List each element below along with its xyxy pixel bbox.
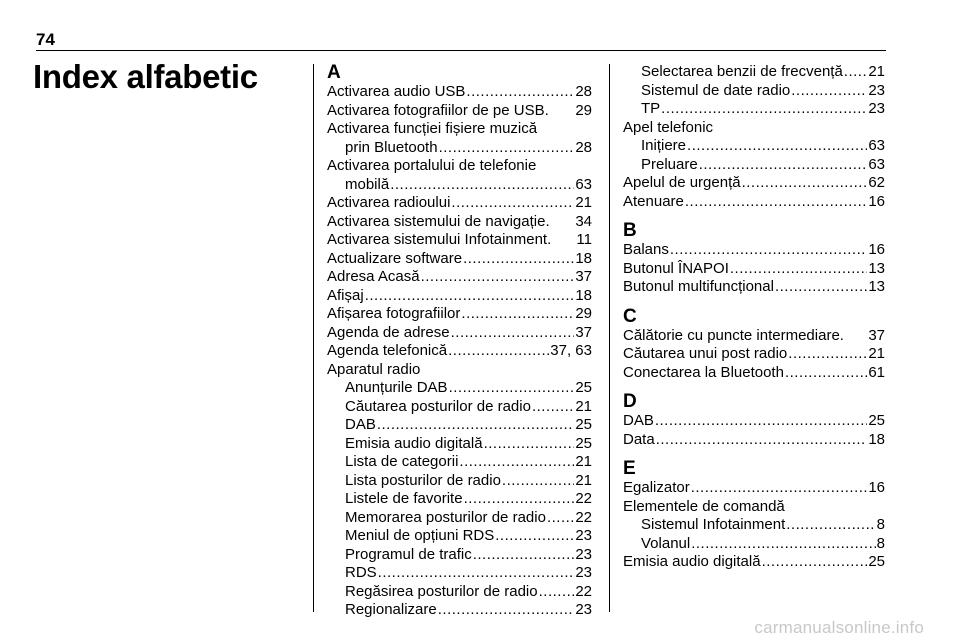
dot-leader bbox=[691, 479, 868, 498]
index-entry-page[interactable]: 62 bbox=[868, 174, 885, 191]
section-letter: B bbox=[623, 220, 637, 241]
index-heading bbox=[623, 498, 885, 517]
section-letter: D bbox=[623, 391, 637, 412]
dot-leader bbox=[655, 412, 867, 431]
index-entry-text: Actualizare software bbox=[327, 249, 463, 267]
index-entry-text: Afișarea fotografiilor bbox=[327, 305, 461, 322]
index-entry-text: Căutarea posturilor de radio bbox=[345, 397, 531, 415]
index-entry-page[interactable]: 63 bbox=[868, 137, 885, 154]
dot-leader bbox=[661, 100, 867, 119]
index-entry[interactable] bbox=[623, 431, 885, 450]
dot-leader bbox=[451, 324, 575, 343]
dot-leader bbox=[687, 137, 867, 156]
dot-leader bbox=[844, 63, 868, 82]
dot-leader bbox=[656, 431, 868, 450]
index-entry-page[interactable]: 34 bbox=[575, 212, 592, 230]
index-entry-text: Emisia audio digitală bbox=[345, 434, 483, 452]
dot-leader bbox=[539, 583, 575, 602]
index-entry-text: Regăsirea posturilor de radio bbox=[345, 582, 538, 600]
index-entry[interactable] bbox=[327, 139, 592, 158]
dot-leader bbox=[788, 345, 867, 364]
index-entry-page[interactable]: 16 bbox=[868, 241, 885, 258]
index-entry-text: Meniul de opțiuni RDS bbox=[345, 527, 495, 544]
index-entry-page[interactable]: 23 bbox=[575, 545, 592, 563]
index-entry-page[interactable]: 16 bbox=[868, 479, 885, 496]
index-entry[interactable] bbox=[623, 535, 885, 554]
index-entry-page[interactable]: 25 bbox=[868, 412, 885, 429]
index-entry-page[interactable]: 23 bbox=[868, 81, 885, 99]
index-entry[interactable] bbox=[327, 176, 592, 195]
index-entry-page[interactable]: 29 bbox=[575, 101, 592, 119]
index-column-1 bbox=[327, 63, 592, 620]
header-rule bbox=[36, 50, 886, 51]
index-entry-text: Călătorie cu puncte intermediare. bbox=[623, 326, 844, 344]
index-entry-text: Căutarea unui post radio bbox=[623, 345, 788, 362]
column-divider-middle bbox=[609, 64, 610, 612]
dot-leader bbox=[439, 139, 575, 158]
index-entry-text: Butonul ÎNAPOI bbox=[623, 259, 729, 277]
dot-leader bbox=[495, 527, 574, 546]
section-letter: C bbox=[623, 305, 637, 327]
dot-leader bbox=[466, 83, 574, 102]
index-entry-text: Emisia audio digitală bbox=[623, 553, 761, 570]
index-heading bbox=[327, 157, 592, 176]
index-heading-text: Activarea portalului de telefonie bbox=[327, 157, 537, 174]
index-entry-text: Anunțurile DAB bbox=[345, 379, 448, 396]
index-entry-page[interactable]: 21 bbox=[575, 471, 592, 489]
dot-leader bbox=[785, 364, 867, 383]
dot-leader bbox=[699, 156, 868, 175]
index-heading-text: Aparatul radio bbox=[327, 360, 421, 378]
index-entry[interactable] bbox=[623, 174, 885, 193]
index-entry-page[interactable]: 13 bbox=[868, 278, 885, 295]
index-entry-text: Memorarea posturilor de radio bbox=[345, 508, 546, 526]
index-entry-text: Agenda telefonică bbox=[327, 342, 448, 359]
dot-leader bbox=[473, 546, 575, 565]
dot-leader bbox=[502, 472, 574, 491]
index-entry-page[interactable]: 25 bbox=[575, 416, 592, 433]
index-entry[interactable] bbox=[327, 583, 592, 602]
dot-leader bbox=[484, 435, 575, 454]
index-entry-text: Activarea sistemului Infotainment. bbox=[327, 231, 552, 248]
index-entry[interactable] bbox=[623, 364, 885, 383]
index-entry[interactable] bbox=[327, 546, 592, 565]
index-entry-page[interactable]: 25 bbox=[575, 434, 592, 452]
index-entry-text: TP bbox=[641, 100, 661, 117]
index-entry[interactable] bbox=[327, 379, 592, 398]
index-entry-text: Listele de favorite bbox=[345, 490, 463, 507]
index-column-2 bbox=[623, 63, 885, 572]
index-entry[interactable] bbox=[327, 342, 592, 361]
index-heading bbox=[327, 361, 592, 380]
dot-leader bbox=[670, 241, 867, 260]
index-entry-text: Programul de trafic bbox=[345, 545, 472, 563]
index-entry-page[interactable]: 23 bbox=[868, 100, 885, 117]
index-entry[interactable] bbox=[623, 327, 885, 346]
index-entry-text: Activarea sistemului de navigație. bbox=[327, 212, 550, 230]
index-entry-text: Balans bbox=[623, 241, 669, 258]
index-entry-page[interactable]: 18 bbox=[868, 430, 885, 448]
index-entry-page[interactable]: 28 bbox=[575, 83, 592, 100]
index-entry[interactable] bbox=[327, 83, 592, 102]
index-entry-text: Conectarea la Bluetooth bbox=[623, 363, 784, 381]
index-entry-text: mobilă bbox=[345, 175, 390, 193]
dot-leader bbox=[691, 535, 875, 554]
index-entry[interactable] bbox=[327, 509, 592, 528]
dot-leader bbox=[448, 342, 549, 361]
dot-leader bbox=[532, 398, 574, 417]
index-entry-page[interactable]: 25 bbox=[575, 379, 592, 396]
index-entry-text: DAB bbox=[623, 412, 654, 429]
index-entry-text: prin Bluetooth bbox=[345, 138, 438, 156]
index-heading-text: Activarea funcției fișiere muzică bbox=[327, 120, 538, 137]
index-entry[interactable] bbox=[623, 479, 885, 498]
dot-leader bbox=[742, 174, 868, 193]
index-entry-page[interactable]: 28 bbox=[575, 138, 592, 156]
index-entry-page[interactable]: 22 bbox=[575, 490, 592, 507]
index-entry-page[interactable]: 21 bbox=[575, 453, 592, 470]
index-entry-text: Selectarea benzii de frecvență bbox=[641, 63, 843, 80]
dot-leader bbox=[459, 453, 574, 472]
index-entry-page[interactable]: 21 bbox=[868, 345, 885, 362]
dot-leader bbox=[421, 268, 575, 287]
index-entry[interactable] bbox=[327, 527, 592, 546]
index-entry-page[interactable]: 37 bbox=[868, 326, 885, 344]
index-entry[interactable] bbox=[623, 193, 885, 212]
dot-leader bbox=[464, 490, 575, 509]
index-entry-page[interactable]: 11 bbox=[576, 231, 592, 248]
index-entry[interactable] bbox=[623, 137, 885, 156]
index-entry[interactable] bbox=[327, 601, 592, 620]
index-entry-text: Activarea radioului bbox=[327, 194, 451, 211]
index-entry-page[interactable]: 18 bbox=[575, 249, 592, 267]
index-entry[interactable] bbox=[623, 553, 885, 572]
dot-leader bbox=[449, 379, 575, 398]
index-entry[interactable] bbox=[327, 490, 592, 509]
index-entry-page[interactable]: 37 bbox=[575, 323, 592, 341]
index-entry-page[interactable]: 61 bbox=[868, 363, 885, 381]
dot-leader bbox=[461, 305, 574, 324]
index-entry[interactable] bbox=[327, 102, 592, 121]
index-entry-page[interactable]: 22 bbox=[575, 508, 592, 526]
index-entry-text: Butonul multifuncțional bbox=[623, 278, 774, 295]
index-entry-text: Volanul bbox=[641, 534, 691, 552]
index-entry-page[interactable]: 23 bbox=[575, 564, 592, 581]
index-entry-page[interactable]: 23 bbox=[575, 527, 592, 544]
index-entry[interactable] bbox=[623, 260, 885, 279]
index-entry-page[interactable]: 8 bbox=[876, 534, 885, 552]
index-entry[interactable] bbox=[623, 63, 885, 82]
dot-leader bbox=[390, 176, 574, 195]
dot-leader bbox=[463, 250, 574, 269]
index-heading bbox=[327, 120, 592, 139]
index-entry[interactable] bbox=[623, 82, 885, 101]
section-letter: E bbox=[623, 458, 636, 479]
dot-leader bbox=[438, 601, 575, 620]
dot-leader bbox=[762, 553, 868, 572]
index-entry-page[interactable]: 37 bbox=[575, 268, 592, 285]
index-entry-text: Data bbox=[623, 430, 655, 448]
dot-leader bbox=[547, 509, 574, 528]
index-heading bbox=[623, 119, 885, 138]
index-entry[interactable] bbox=[327, 268, 592, 287]
index-entry[interactable] bbox=[623, 278, 885, 297]
index-entry[interactable] bbox=[623, 516, 885, 535]
index-entry-text: Lista posturilor de radio bbox=[345, 471, 501, 489]
index-entry[interactable] bbox=[623, 156, 885, 175]
page-title: Index alfabetic bbox=[33, 58, 258, 95]
index-entry-page[interactable]: 8 bbox=[876, 516, 885, 533]
index-entry[interactable] bbox=[327, 231, 592, 250]
index-entry-text: Atenuare bbox=[623, 192, 684, 210]
index-entry-page[interactable]: 23 bbox=[575, 601, 592, 618]
index-entry[interactable] bbox=[327, 287, 592, 306]
dot-leader bbox=[451, 194, 574, 213]
index-entry-text: Sistemul de date radio bbox=[641, 81, 791, 99]
index-entry-page[interactable]: 21 bbox=[868, 63, 885, 80]
index-entry[interactable] bbox=[327, 416, 592, 435]
index-entry[interactable] bbox=[623, 345, 885, 364]
index-entry-page[interactable]: 63 bbox=[575, 175, 592, 193]
column-divider-left bbox=[313, 64, 314, 612]
index-entry-text: RDS bbox=[345, 564, 377, 581]
dot-leader bbox=[365, 287, 575, 306]
index-entry-page[interactable]: 63 bbox=[868, 155, 885, 173]
index-entry[interactable] bbox=[327, 324, 592, 343]
index-entry-text: Activarea fotografiilor de pe USB. bbox=[327, 101, 549, 119]
index-entry-text: Activarea audio USB bbox=[327, 83, 466, 100]
watermark: carmanualsonline.info bbox=[754, 618, 924, 637]
index-entry-text: Inițiere bbox=[641, 137, 687, 154]
index-entry[interactable] bbox=[327, 564, 592, 583]
dot-leader bbox=[791, 82, 867, 101]
dot-leader bbox=[786, 516, 875, 535]
dot-leader bbox=[775, 278, 867, 297]
index-entry-text: DAB bbox=[345, 416, 376, 433]
dot-leader bbox=[377, 416, 574, 435]
dot-leader bbox=[685, 193, 867, 212]
index-entry-text: Lista de categorii bbox=[345, 453, 459, 470]
index-entry[interactable] bbox=[327, 472, 592, 491]
index-entry-text: Sistemul Infotainment bbox=[641, 516, 786, 533]
index-entry[interactable] bbox=[327, 213, 592, 232]
index-entry-page[interactable]: 22 bbox=[575, 582, 592, 600]
index-entry-text: Afișaj bbox=[327, 286, 364, 304]
index-entry[interactable] bbox=[327, 435, 592, 454]
index-entry-page[interactable]: 13 bbox=[868, 259, 885, 277]
index-entry-page[interactable]: 29 bbox=[575, 305, 592, 322]
index-entry-text: Adresa Acasă bbox=[327, 268, 420, 285]
index-entry-page[interactable]: 25 bbox=[868, 553, 885, 570]
index-entry[interactable] bbox=[327, 250, 592, 269]
dot-leader bbox=[378, 564, 575, 583]
index-entry-page[interactable]: 16 bbox=[868, 192, 885, 210]
index-entry-text: Preluare bbox=[641, 155, 698, 173]
dot-leader bbox=[730, 260, 867, 279]
index-entry[interactable] bbox=[327, 398, 592, 417]
index-entry-text: Agenda de adrese bbox=[327, 323, 450, 341]
index-entry[interactable] bbox=[327, 453, 592, 472]
section-letter: A bbox=[327, 62, 341, 83]
index-entry-text: Apelul de urgență bbox=[623, 174, 741, 191]
index-entry[interactable] bbox=[623, 412, 885, 431]
index-entry-text: Egalizator bbox=[623, 479, 690, 496]
index-heading-text: Elementele de comandă bbox=[623, 497, 785, 515]
index-entry[interactable] bbox=[327, 194, 592, 213]
index-entry[interactable] bbox=[623, 100, 885, 119]
index-entry-page[interactable]: 18 bbox=[575, 286, 592, 304]
page-number: 74 bbox=[36, 30, 55, 49]
index-entry-text: Regionalizare bbox=[345, 601, 437, 618]
index-heading-text: Apel telefonic bbox=[623, 118, 714, 136]
index-entry-page[interactable]: 37, 63 bbox=[550, 342, 592, 359]
index-entry[interactable] bbox=[623, 241, 885, 260]
index-entry-page[interactable]: 21 bbox=[575, 397, 592, 415]
index-entry[interactable] bbox=[327, 305, 592, 324]
index-entry-page[interactable]: 21 bbox=[575, 194, 592, 211]
